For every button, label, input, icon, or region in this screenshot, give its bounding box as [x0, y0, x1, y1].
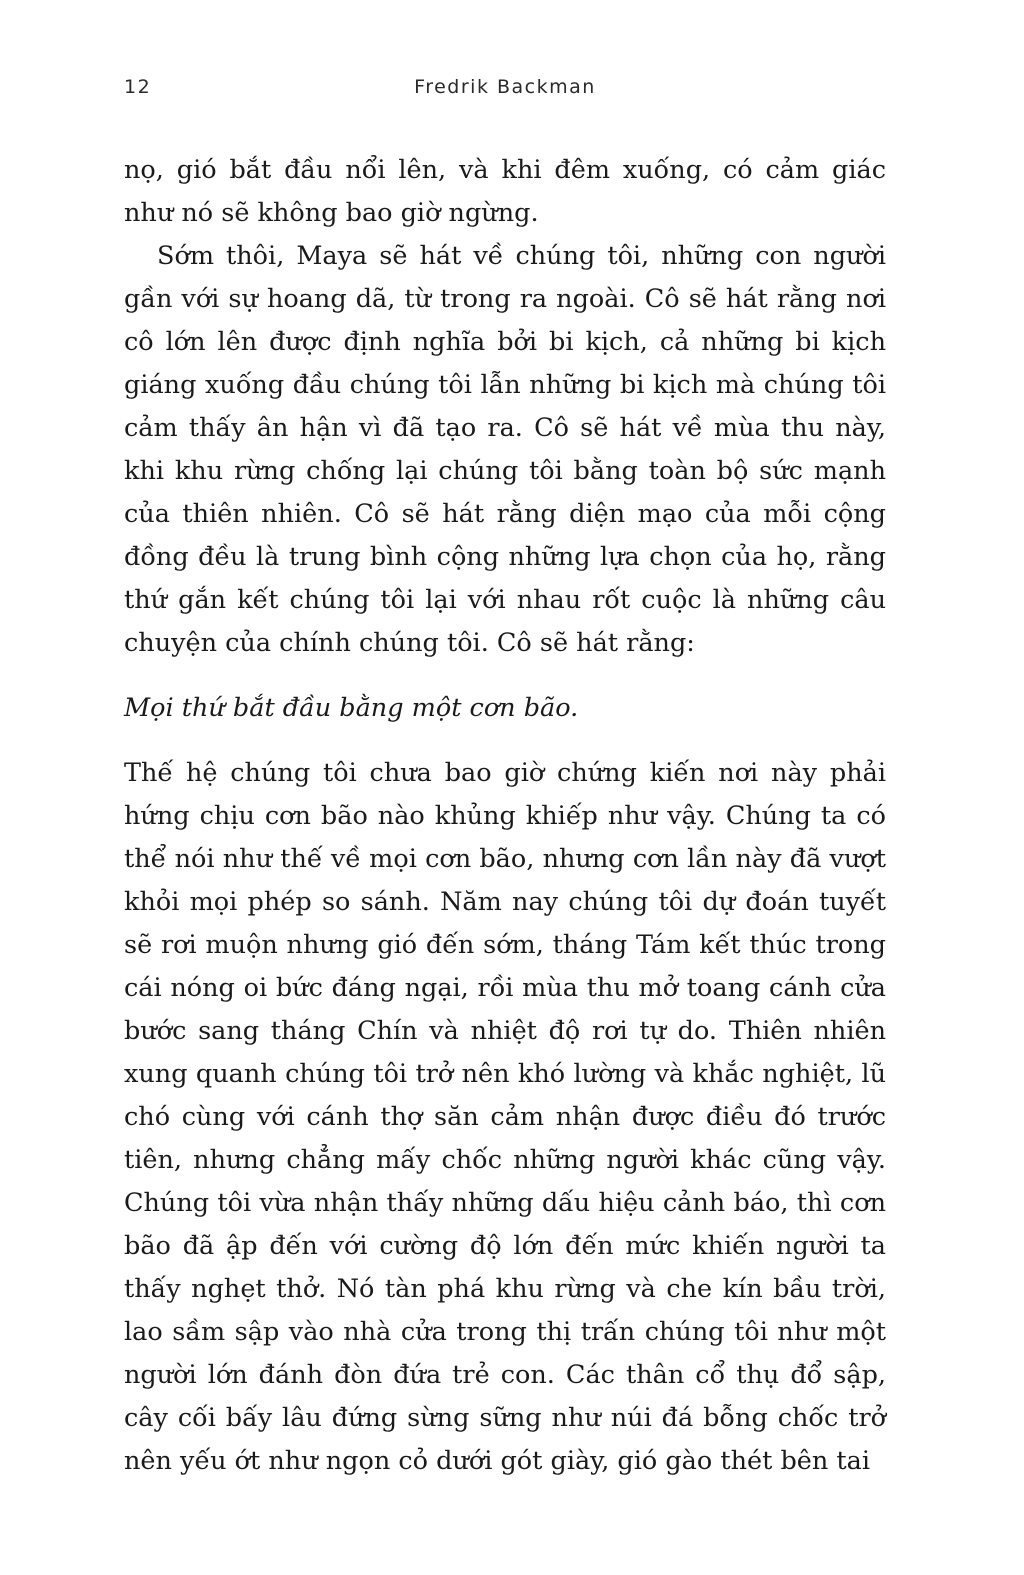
paragraph: Sớm thôi, Maya sẽ hát về chúng tôi, những con người gần với sự hoang dã, từ trong ra ngoài. Cô sẽ hát rằng nơi cô lớn lên được định nghĩa bởi bi kịch, cả những bi kịch giáng xuống đầu chúng tôi lẫn những bi kịch mà chúng tôi cảm thấy ân hận vì đã tạo ra. Cô sẽ hát về mùa thu này, khi khu rừng chống lại chúng tôi bằng toàn bộ sức mạnh của thiên nhiên. Cô sẽ hát rằng diện mạo của mỗi cộng đồng đều là trung bình cộng những lựa chọn của họ, rằng thứ gắn kết chúng tôi lại với nhau rốt cuộc là những câu chuyện của chính chúng tôi. Cô sẽ hát rằng: [124, 241, 886, 658]
italic-line: Mọi thứ bắt đầu bằng một cơn bão. [124, 693, 579, 723]
running-header [124, 76, 886, 106]
body-text [124, 149, 886, 1483]
paragraph-continued: nọ, gió bắt đầu nổi lên, và khi đêm xuống, có cảm giác như nó sẽ không bao giờ ngừng. [124, 155, 886, 228]
paragraph: Thế hệ chúng tôi chưa bao giờ chứng kiến nơi này phải hứng chịu cơn bão nào khủng khiếp như vậy. Chúng ta có thể nói như thế về mọi cơn bão, nhưng cơn lần này đã vượt khỏi mọi phép so sánh. Năm nay chúng tôi dự đoán tuyết sẽ rơi muộn nhưng gió đến sớm, tháng Tám kết thúc trong cái nóng oi bức đáng ngại, rồi mùa thu mở toang cánh cửa bước sang tháng Chín và nhiệt độ rơi tự do. Thiên nhiên xung quanh chúng tôi trở nên khó lường và khắc nghiệt, lũ chó cùng với cánh thợ săn cảm nhận được điều đó trước tiên, nhưng chẳng mấy chốc những người khác cũng vậy. Chúng tôi vừa nhận thấy những dấu hiệu cảnh báo, thì cơn bão đã ập đến với cường độ lớn đến mức khiến người ta thấy nghẹt thở. Nó tàn phá khu rừng và che kín bầu trời, lao sầm sập vào nhà cửa trong thị trấn chúng tôi như một người lớn đánh đòn đứa trẻ con. Các thân cổ thụ đổ sập, cây cối bấy lâu đứng sừng sững như núi đá bỗng chốc trở nên yếu ớt như ngọn cỏ dưới gót giày, gió gào thét bên tai [124, 758, 886, 1476]
page-number: 12 [124, 76, 152, 98]
running-header-author: Fredrik Backman [414, 76, 596, 98]
